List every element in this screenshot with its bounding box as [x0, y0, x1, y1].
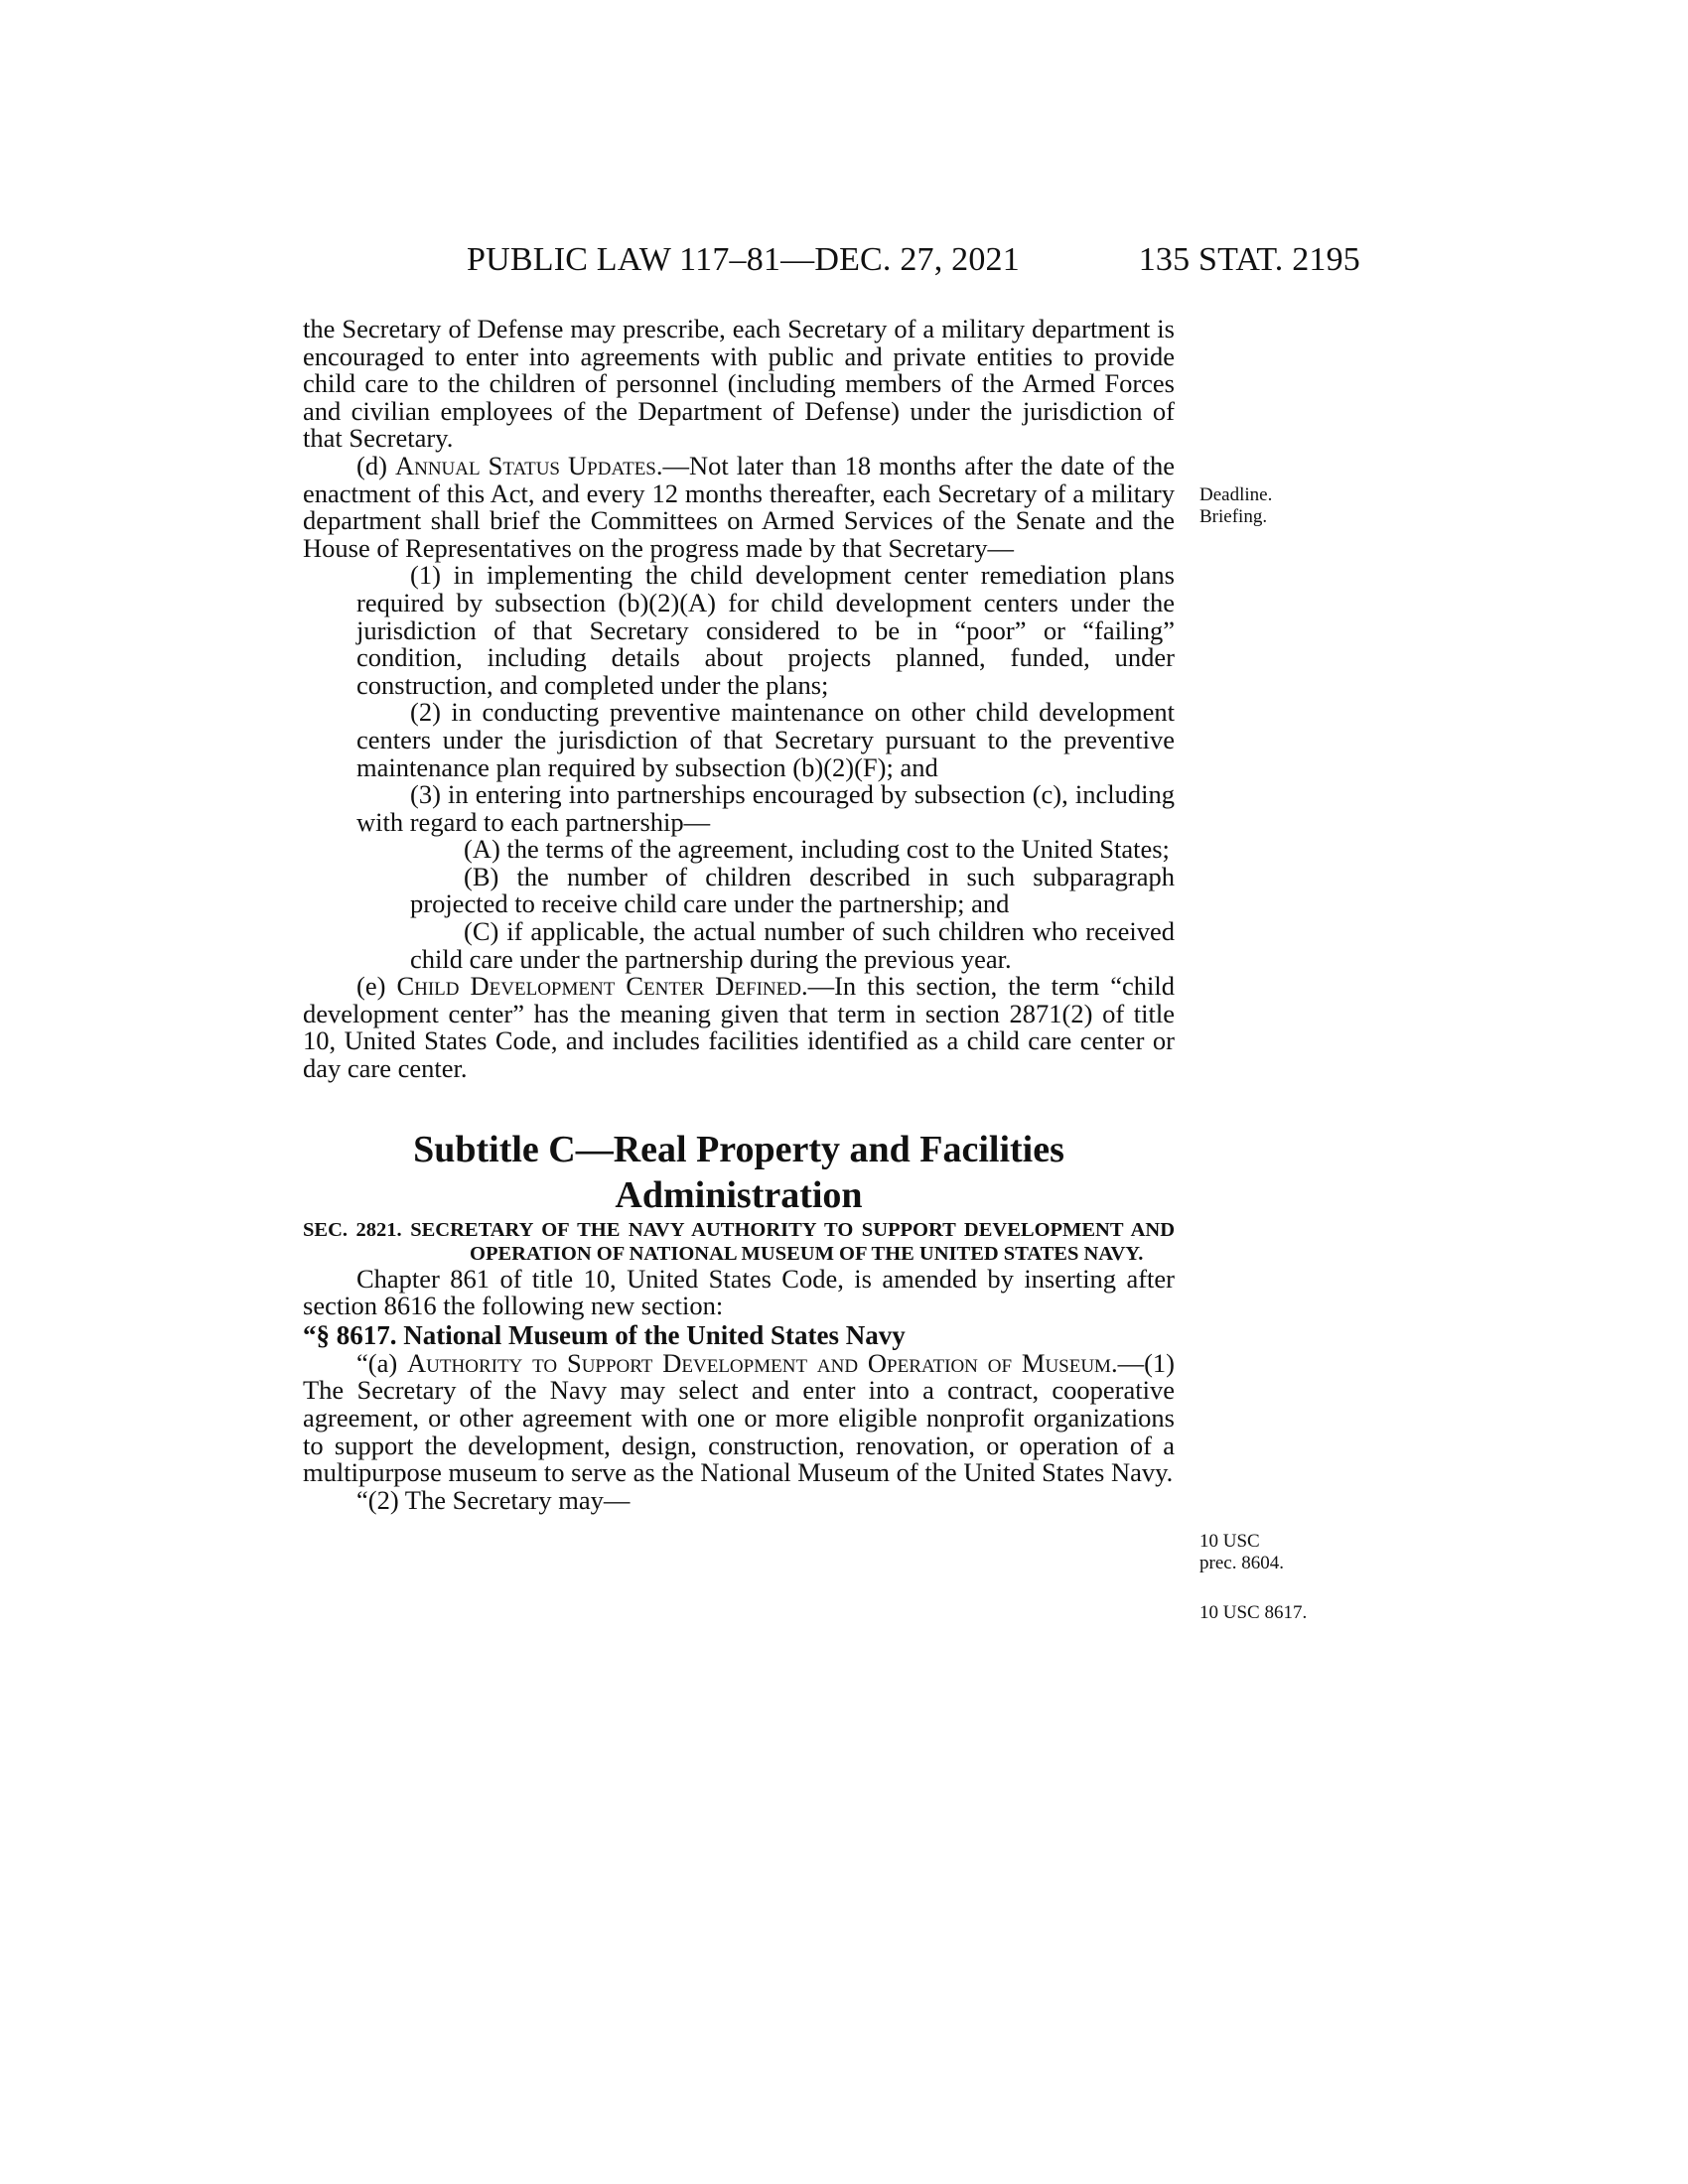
document-body	[303, 316, 1175, 1514]
margin-note-deadline-briefing	[1199, 484, 1272, 528]
subtitle-line-1: Subtitle C—Real Property and Facilities	[413, 1128, 1064, 1170]
subparagraph-A: (A) the terms of the agreement, including cost to the United States;	[464, 834, 1170, 865]
subsection-a-paragraph-2: “(2) The Secretary may—	[356, 1484, 631, 1515]
public-law-citation: PUBLIC LAW 117–81—DEC. 27, 2021	[467, 241, 1020, 278]
subsection-e	[303, 973, 1175, 1082]
subsection-a-label: “(a)	[356, 1347, 408, 1378]
paragraph-item-1: (1) in implementing the child development center remediation plans required by subsection (b)(2)(A) for child development centers under the jurisdiction of that Secretary considered to be in “poor” or “failing” condition, including details about projects planned, funded, under construction, and completed under the plans;	[356, 560, 1175, 700]
margin-note-briefing: Briefing.	[1199, 506, 1268, 527]
subsection-e-heading: Child Development Center Defined.	[396, 971, 808, 1002]
subsection-d	[303, 450, 1176, 563]
section-2821-heading: SEC. 2821. SECRETARY OF THE NAVY AUTHORITY TO SUPPORT DEVELOPMENT AND OPERATION OF NATIONAL MUSEUM OF THE UNITED STATES NAVY.	[303, 1218, 1175, 1265]
subsection-d-label: (d)	[356, 450, 395, 480]
running-header	[298, 241, 1360, 291]
margin-note-usc-line2: prec. 8604.	[1199, 1553, 1284, 1573]
subtitle-line-2: Administration	[615, 1173, 863, 1216]
subsection-d-text: —Not later than 18 months after the date of the enactment of this Act, and every 12 months thereafter, each Secretary of a military department shall brief the Committees on Armed Services of the Senate and the House of Representatives on the progress made by that Secretary—	[303, 450, 1176, 563]
paragraph-intro: the Secretary of Defense may prescribe, each Secretary of a military department is encouraged to enter into agreements with public and private entities to provide child care to the children of personnel (including members of the Armed Forces and civilian employees of the Department of Defense) under the jurisdiction of that Secretary.	[303, 314, 1175, 454]
subtitle-heading	[303, 1127, 1175, 1218]
margin-note-usc-8617: 10 USC 8617.	[1199, 1602, 1308, 1623]
paragraph-item-3: (3) in entering into partnerships encouraged by subsection (c), including with regard to each partnership—	[356, 779, 1175, 837]
section-8617-heading: “§ 8617. National Museum of the United States Navy	[303, 1319, 906, 1350]
paragraph-item-2: (2) in conducting preventive maintenance on other child development centers under the jurisdiction of that Secretary pursuant to the preventive maintenance plan required by subsection (b)(2)(F); and	[356, 697, 1175, 782]
subsection-a-heading: Authority to Support Development and Operation of Museum.	[407, 1347, 1118, 1378]
subparagraph-B: (B) the number of children described in such subparagraph projected to receive child care under the partnership; and	[410, 861, 1175, 919]
section-2821-text: Chapter 861 of title 10, United States Code, is amended by inserting after section 8616 the following new section:	[303, 1263, 1175, 1321]
subsection-a-text: —(1) The Secretary of the Navy may select and enter into a contract, cooperative agreement, or other agreement with one or more eligible nonprofit organizations to support the development, design, construction, renovation, or operation of a multipurpose museum to serve as the National Museum of the United States Navy.	[303, 1347, 1175, 1488]
margin-note-deadline: Deadline.	[1199, 484, 1273, 505]
subsection-e-label: (e)	[356, 971, 397, 1002]
subsection-e-text: —In this section, the term “child development center” has the meaning given that term in section 2871(2) of title 10, United States Code, and includes facilities identified as a child care center or day care center.	[303, 971, 1175, 1084]
subsection-a	[303, 1347, 1175, 1488]
subparagraph-C: (C) if applicable, the actual number of such children who received child care under the partnership during the previous year.	[410, 916, 1175, 974]
subsection-d-heading: Annual Status Updates.	[394, 450, 663, 480]
statute-page-number: 135 STAT. 2195	[1138, 241, 1360, 278]
margin-note-usc-prec	[1199, 1531, 1284, 1574]
margin-note-usc-line1: 10 USC	[1199, 1531, 1260, 1552]
